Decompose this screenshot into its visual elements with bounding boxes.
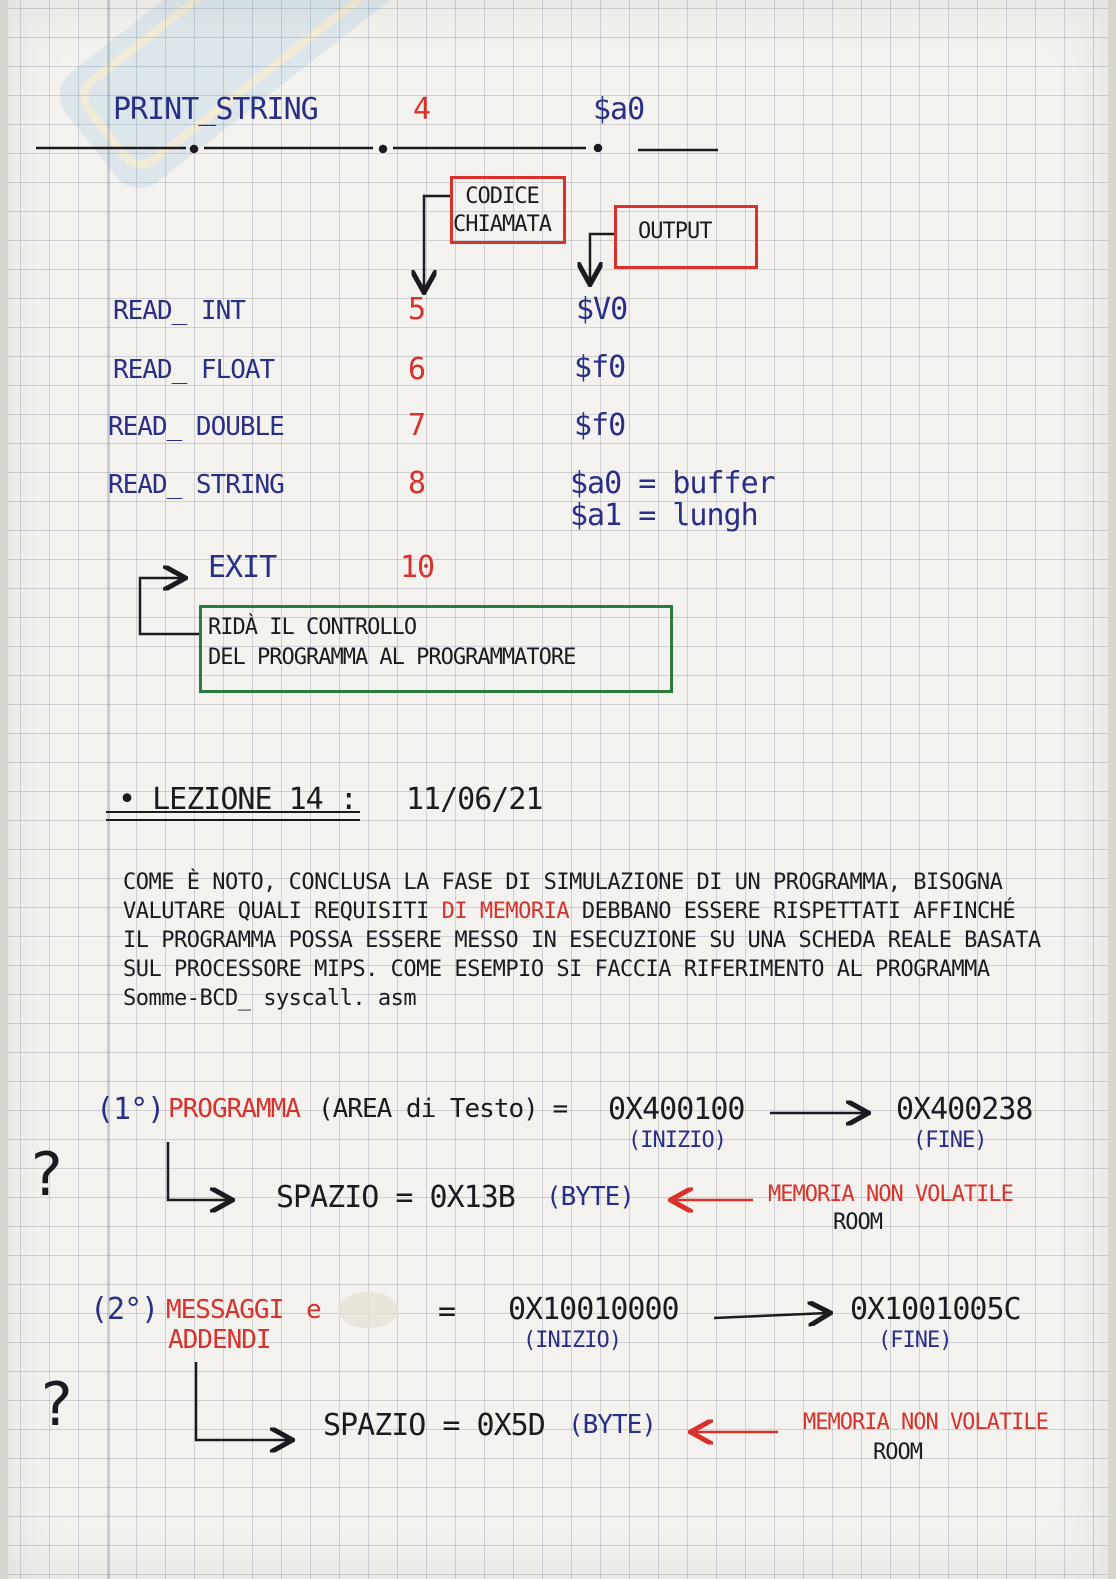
item2-question-mark: ? [38, 1370, 74, 1440]
codice-chiamata-label: CODICE CHIAMATA [453, 184, 551, 237]
item1-start-label: (INIZIO) [628, 1128, 726, 1153]
program-filename: Somme-BCD_ syscall. asm [123, 986, 417, 1011]
item1-sublabel: (AREA di Testo) = [318, 1094, 568, 1124]
codice-arrow [424, 196, 450, 290]
item2-end-address: 0X1001005C [850, 1292, 1021, 1327]
intro-paragraph-part2: DEBBANO ESSERE RISPETTATI AFFINCHÉ IL PROGRAMMA POSSA ESSERE MESSO IN ESECUZIONE SU UNA SCHEDA REALE BASATA SUL PROCESSORE MIPS. COME ESEMPIO SI FACCIA RIFERIMENTO AL PROGRAMMA [123, 899, 1041, 982]
item2-memory-note: MEMORIA NON VOLATILE [803, 1410, 1048, 1435]
item1-end-address: 0X400238 [896, 1092, 1033, 1127]
read-double-code: 7 [408, 408, 426, 443]
item1-start-address: 0X400100 [608, 1092, 745, 1127]
output-label: OUTPUT [638, 219, 712, 244]
item1-label: PROGRAMMA [168, 1094, 300, 1124]
separator-line [36, 145, 718, 152]
read-int-code: 5 [408, 292, 426, 327]
read-float-register: $f0 [574, 350, 626, 385]
item2-equals: = [438, 1294, 456, 1329]
item2-label-line1: MESSAGGI [166, 1295, 284, 1325]
intro-paragraph-part1: COME È NOTO, CONCLUSA LA FASE DI SIMULAZIONE DI UN PROGRAMMA, BISOGNA VALUTARE QUALI REQUISITI [123, 870, 1003, 924]
read-int-register: $V0 [576, 292, 628, 327]
item2-end-label: (FINE) [878, 1328, 952, 1353]
item1-space: SPAZIO = 0X13B [276, 1180, 515, 1215]
item2-start-label: (INIZIO) [523, 1328, 621, 1353]
item2-index: (2°) [90, 1292, 159, 1327]
item1-end-label: (FINE) [913, 1128, 987, 1153]
item2-label-line2: ADDENDI [168, 1325, 271, 1355]
lesson-date: 11/06/21 [406, 782, 543, 817]
read-string-register-a0: $a0 = buffer [570, 466, 775, 501]
print-string-name: PRINT_STRING [113, 92, 318, 127]
exit-bracket-arrow [140, 578, 199, 634]
item1-question-mark: ? [28, 1140, 64, 1210]
item2-unit: (BYTE) [568, 1410, 656, 1440]
exit-note-line2: DEL PROGRAMMA AL PROGRAMMATORE [208, 645, 576, 670]
output-arrow [590, 234, 614, 282]
read-double-register: $f0 [574, 408, 626, 443]
read-double-name: READ_ DOUBLE [108, 412, 284, 442]
print-string-register: $a0 [593, 92, 645, 127]
item1-index: (1°) [96, 1092, 165, 1127]
read-float-name: READ_ FLOAT [113, 355, 275, 385]
print-string-code: 4 [413, 92, 431, 127]
lesson-title: • LEZIONE 14 : [118, 782, 357, 817]
intro-paragraph-highlight: DI MEMORIA [441, 899, 570, 924]
read-int-name: READ_ INT [113, 296, 245, 326]
item1-memory-note: MEMORIA NON VOLATILE [768, 1182, 1013, 1207]
item2-memory-type: ROOM [873, 1440, 922, 1465]
exit-note-line1: RIDÀ IL CONTROLLO [208, 615, 417, 640]
read-string-register-a1: $a1 = lungh [570, 498, 758, 533]
read-string-code: 8 [408, 466, 426, 501]
exit-name: EXIT [208, 550, 277, 585]
item1-unit: (BYTE) [546, 1182, 634, 1212]
notebook-page [8, 0, 1108, 1579]
exit-code: 10 [400, 550, 435, 585]
read-string-name: READ_ STRING [108, 470, 284, 500]
item1-memory-type: ROOM [833, 1210, 882, 1235]
drawing-layer [8, 0, 1108, 1579]
item2-space: SPAZIO = 0X5D [323, 1408, 545, 1443]
read-float-code: 6 [408, 352, 426, 387]
item2-connector: e [306, 1295, 321, 1325]
item2-start-address: 0X10010000 [508, 1292, 679, 1327]
